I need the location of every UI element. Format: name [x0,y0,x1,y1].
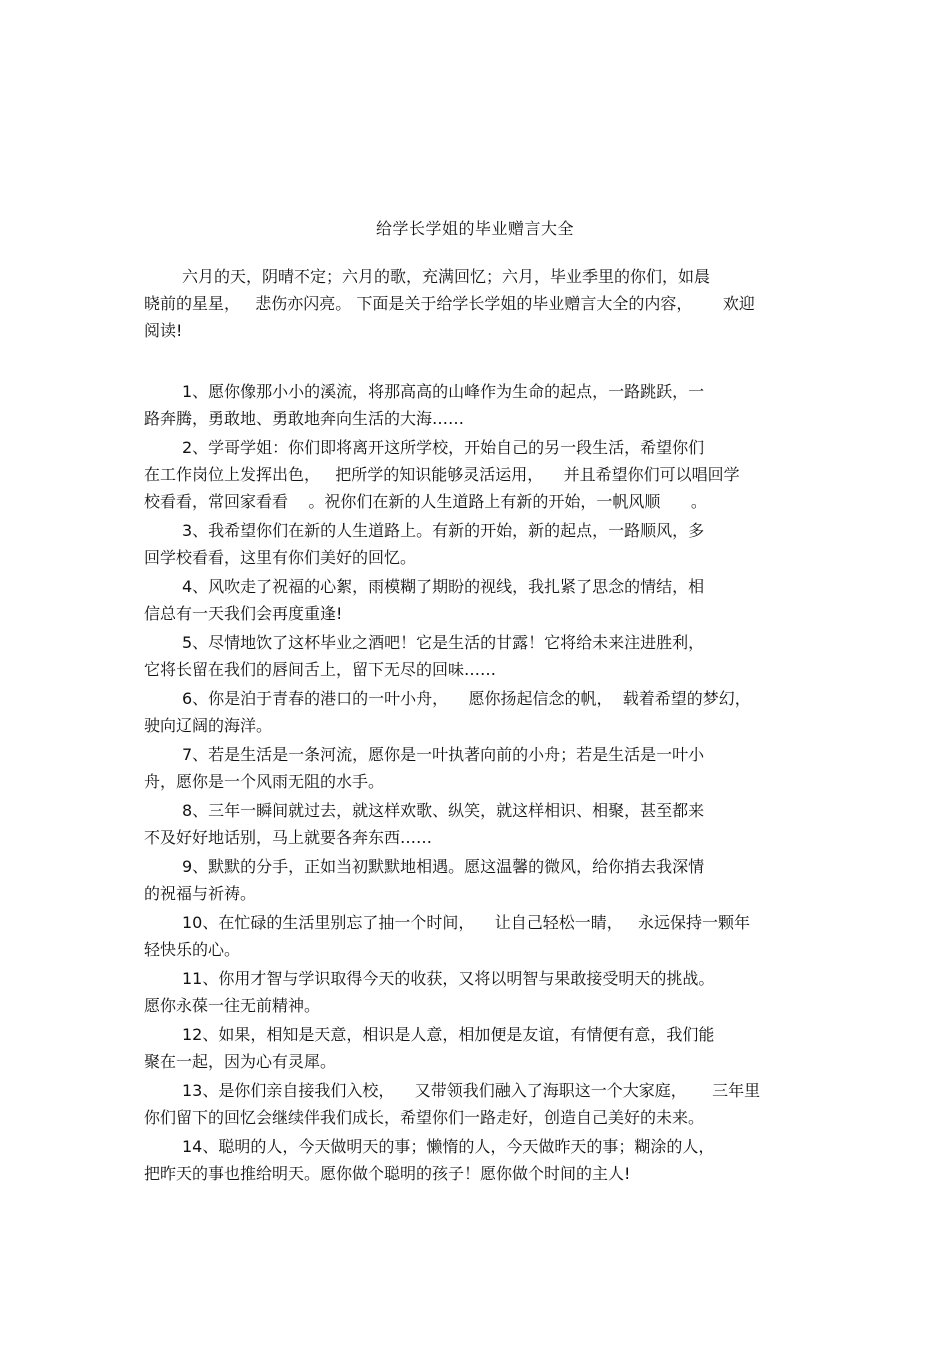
item-line: 1、愿你像那小小的溪流，将那高高的山峰作为生命的起点，一路跳跃，一 [182,382,705,401]
item-line: 4、风吹走了祝福的心絮，雨模糊了期盼的视线，我扎紧了思念的情结，相 [182,577,705,596]
list-item [144,685,809,739]
item-line: 你们留下的回忆会继续伴我们成长，希望你们一路走好，创造自己美好的未来。 [144,1108,705,1127]
list-item [144,378,809,432]
list-item [144,629,809,683]
item-line: 不及好好地话别，马上就要各奔东西…… [144,828,433,847]
list-item [144,1133,809,1187]
intro-paragraph [144,263,809,344]
item-line: 8、三年一瞬间就过去，就这样欢歌、纵笑，就这样相识、相聚，甚至都来 [182,801,705,820]
item-line: 14、聪明的人，今天做明天的事；懒惰的人，今天做昨天的事；糊涂的人， [182,1137,715,1156]
item-line: 12、如果，相知是天意，相识是人意，相加便是友谊，有情便有意，我们能 [182,1025,715,1044]
blessing-list [144,378,809,1189]
list-item [144,741,809,795]
item-line: 9、默默的分手，正如当初默默地相遇。愿这温馨的微风，给你捎去我深情 [182,857,705,876]
intro-line: 晓前的星星， 悲伤亦闪亮。 下面是关于给学长学姐的毕业赠言大全的内容， 欢迎 [144,294,755,313]
item-line: 信总有一天我们会再度重逢! [144,604,343,623]
item-line: 校看看，常回家看看 。祝你们在新的人生道路上有新的开始，一帆风顺 。 [144,492,707,511]
item-line: 7、若是生活是一条河流，愿你是一叶执著向前的小舟；若是生活是一叶小 [182,745,705,764]
item-line: 路奔腾，勇敢地、勇敢地奔向生活的大海…… [144,409,465,428]
item-line: 10、在忙碌的生活里别忘了抽一个时间， 让自己轻松一睛， 永远保持一颗年 [182,913,750,932]
item-line: 5、尽情地饮了这杯毕业之酒吧！它是生活的甘露！它将给未来注进胜利， [182,633,705,652]
item-line: 13、是你们亲自接我们入校， 又带领我们融入了海职这一个大家庭， 三年里 [182,1081,761,1100]
item-line: 2、学哥学姐：你们即将离开这所学校，开始自己的另一段生活，希望你们 [182,438,705,457]
list-item [144,517,809,571]
item-line: 的祝福与祈祷。 [144,884,257,903]
list-item [144,434,809,515]
list-item [144,797,809,851]
list-item [144,909,809,963]
item-line: 把昨天的事也推给明天。愿你做个聪明的孩子！愿你做个时间的主人! [144,1164,631,1183]
item-line: 它将长留在我们的唇间舌上，留下无尽的回味…… [144,660,497,679]
item-line: 舟，愿你是一个风雨无阻的水手。 [144,772,385,791]
list-item [144,1077,809,1131]
list-item [144,1021,809,1075]
list-item [144,853,809,907]
intro-line: 六月的天，阴晴不定；六月的歌，充满回忆；六月，毕业季里的你们，如晨 [182,267,711,286]
document-title: 给学长学姐的毕业赠言大全 [375,219,574,238]
item-line: 轻快乐的心。 [144,940,241,959]
item-line: 回学校看看，这里有你们美好的回忆。 [144,548,417,567]
list-item [144,965,809,1019]
item-line: 11、你用才智与学识取得今天的收获，又将以明智与果敢接受明天的挑战。 [182,969,715,988]
item-line: 3、我希望你们在新的人生道路上。有新的开始，新的起点，一路顺风，多 [182,521,705,540]
item-line: 在工作岗位上发挥出色， 把所学的知识能够灵活运用， 并且希望你们可以唱回学 [144,465,740,484]
item-line: 6、你是泊于青春的港口的一叶小舟， 愿你扬起信念的帆， 载着希望的梦幻， [182,689,751,708]
item-line: 驶向辽阔的海洋。 [144,716,273,735]
intro-line: 阅读! [144,321,183,340]
item-line: 愿你永葆一往无前精神。 [144,996,321,1015]
list-item [144,573,809,627]
item-line: 聚在一起，因为心有灵犀。 [144,1052,337,1071]
